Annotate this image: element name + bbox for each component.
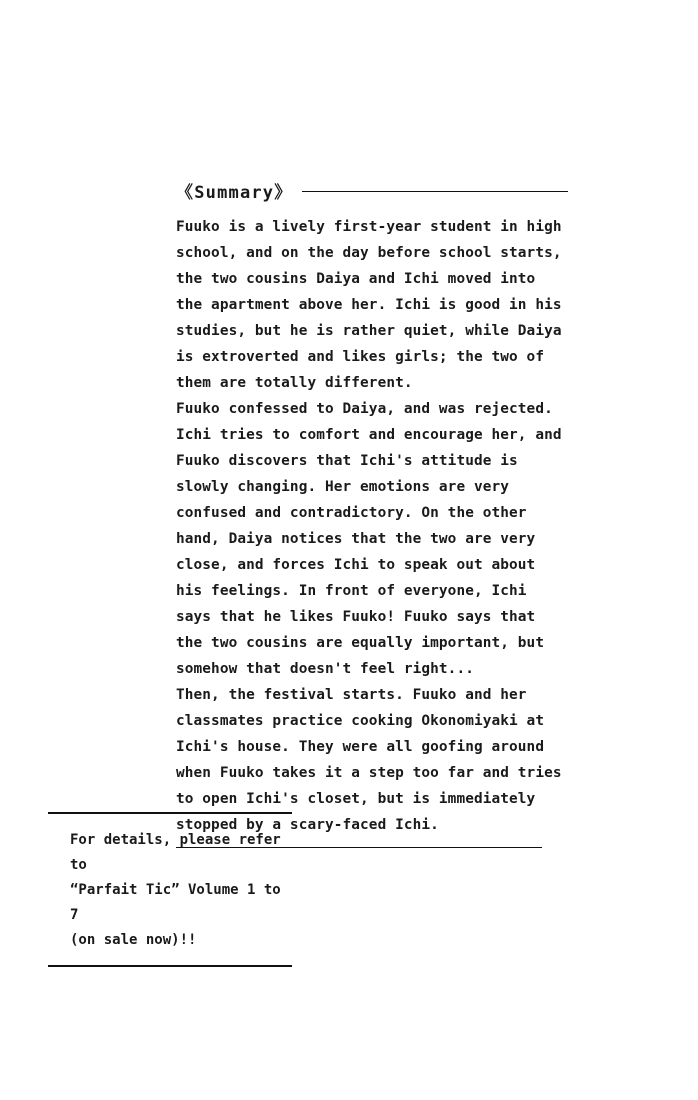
summary-section (176, 176, 568, 848)
summary-paragraph: Fuuko confessed to Daiya, and was rejected. Ichi tries to comfort and encourage her, and Fuuko discovers that Ichi's attitude is slowly changing. Her emotions are very confused and contradictory. On the other hand, Daiya notices that the two are very close, and forces Ichi to speak out about his feelings. In front of everyone, Ichi says that he likes Fuuko! Fuuko says that the two cousins are equally important, but somehow that doesn't feel right... (176, 401, 562, 677)
summary-title: 《Summary》 (176, 182, 293, 203)
note-line: For details, please refer to (70, 832, 281, 873)
summary-header (176, 176, 568, 204)
header-divider (302, 191, 568, 192)
summary-paragraph: Then, the festival starts. Fuuko and her classmates practice cooking Okonomiyaki at Ichi's house. They were all goofing around when Fuuko takes it a step too far and tries to open Ichi's closet, but is immediately stopped by a scary-faced Ichi. (176, 687, 562, 833)
footer-note-section (48, 812, 294, 967)
note-line: (on sale now)!! (70, 932, 197, 948)
summary-paragraph: Fuuko is a lively first-year student in high school, and on the day before school starts, the two cousins Daiya and Ichi moved into the apartment above her. Ichi is good in his studies, but he is rather quiet, while Daiya is extroverted and likes girls; the two of them are totally different. (176, 219, 562, 391)
note-text (70, 828, 294, 953)
note-line: “Parfait Tic” Volume 1 to 7 (70, 882, 281, 923)
note-bottom-divider (48, 965, 292, 967)
note-top-divider (48, 812, 292, 814)
summary-body (176, 214, 568, 838)
